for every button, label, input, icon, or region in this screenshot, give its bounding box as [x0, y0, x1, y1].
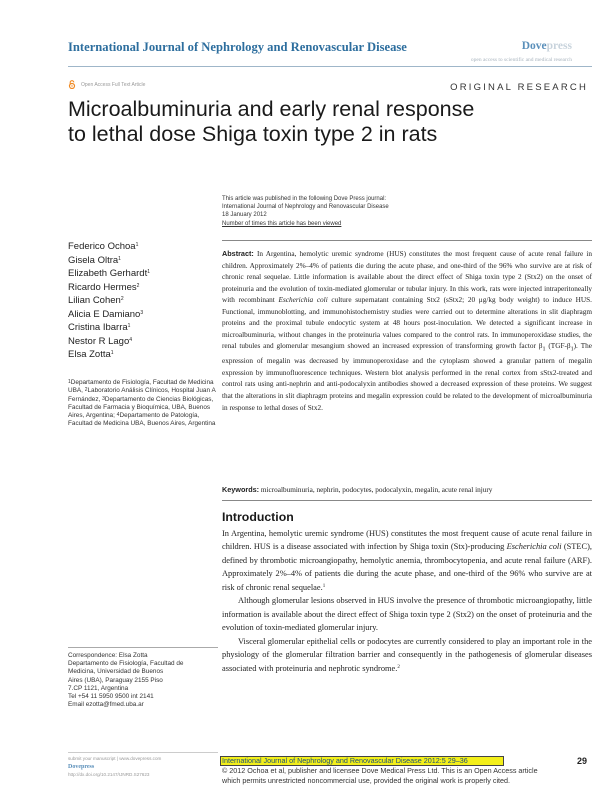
- abstract-label: Abstract:: [222, 249, 254, 258]
- author: Ricardo Hermes$^2$: [68, 281, 140, 293]
- publication-note-line: International Journal of Nephrology and Renovascular Disease: [222, 204, 389, 211]
- abstract-top-divider: [222, 240, 592, 241]
- paragraph: Although glomerular lesions observed in HUS involve the presence of thrombotic microangiopathy, little information is available about the direct effect of Shiga toxin type 2 (Stx2) on the onset of proteinuria and the evolution of toxin-mediated glomerular injury.: [222, 596, 592, 633]
- publication-note-line: This article was published in the following Dove Press journal:: [222, 196, 387, 202]
- author: Elizabeth Gerhardt$^1$: [68, 268, 150, 279]
- open-access-text: Open Access Full Text Article: [81, 81, 146, 88]
- article-title-line-2: to lethal dose Shiga toxin type 2 in rats: [68, 122, 438, 146]
- correspondence-email[interactable]: Email ezotta@fmed.uba.ar: [68, 701, 144, 709]
- publication-note-line: 18 January 2012: [222, 212, 267, 219]
- open-access-label: [68, 80, 145, 89]
- article-type: ORIGINAL RESEARCH: [450, 82, 588, 93]
- citation-link[interactable]: International Journal of Nephrology and Renovascular Disease 2012:5 29–36: [222, 756, 468, 765]
- license-text: © 2012 Ochoa et al, publisher and licensee Dove Medical Press Ltd. This is an Open Access article which permits unrestricted noncommercial use, provided the original work is properly cited.: [222, 766, 538, 785]
- paragraph: Visceral glomerular epithelial cells or podocytes are currently considered to play an important role in the physiology of the glomerular filtration barrier and consequently in the pathogenesis of glomerular diseases associated with proteinuria and nephrotic syndrome.$^2$: [222, 636, 592, 673]
- introduction-body: [222, 527, 592, 675]
- affiliations: $^1$Departamento de Fisiología, Facultad de Medicina UBA, $^2$Laboratorio Análisis Clínicos, Hospital Juan A Fernández, $^3$Departamento de Ciencias Biológicas, Facultad de Farmacia y Bioquímica, UBA, Buenos Aires, Argentina; $^4$Departamento de Patología, Facultad de Medicina UBA, Buenos Aires, Argentina: [68, 379, 216, 428]
- journal-title: International Journal of Nephrology and Renovascular Disease: [68, 40, 407, 54]
- submit-link[interactable]: submit your manuscript | www.dovepress.com: [68, 756, 162, 761]
- article-title: [68, 97, 588, 147]
- page-number: 29: [576, 756, 587, 766]
- abstract: Abstract: In Argentina, hemolytic uremic syndrome (HUS) constitutes the most frequent cause of acute renal failure in children. Approximately 2%–4% of patients die during the acute phase, and one-third of the 96% who survive are at risk of chronic renal sequelae. Little information is available about the direct effect of Shiga toxin type 2 (Stx2) on the onset of proteinuria and the evolution of toxin-mediated glomerular or tubular injury. In this work, rats were injected intraperitoneally with recombinant Escherichia coli culture supernatant containing Stx2 (sStx2; 20 μg/kg body weight) to induce HUS. Functional, immunoblotting, and immunohistochemistry studies were carried out to determine alterations in slit diaphragm proteins and the proximal tubule endocytic system at 48 hours post-inoculation. We detected a significant increase in microalbuminuria, without changes in the proteinuria values compared to the control rats. In immunoperoxidase studies, the renal tubules and glomerular mesangium showed an increased expression of transforming growth factor $\beta_1$ $(TGF-\beta_1)$. The expression of megalin was decreased by immunoperoxidase and the cytoplasm showed a granular pattern of megalin expression by immunofluorescence techniques. Western blot analysis performed in the renal cortex from sStx2-treated and control rats using anti-nephrin and anti-podocalyxin antibodies showed a decreased expression of these proteins. We suggest that the alterations in slit diaphragm proteins and megalin expression could be related to the development of microalbuminuria in response to lethal doses of Stx2.: [222, 249, 592, 412]
- author: Gisela Oltra$^1$: [68, 254, 121, 266]
- views-link[interactable]: Number of times this article has been viewed: [222, 220, 342, 227]
- publisher-tagline: open access to scientific and medical research: [470, 57, 572, 63]
- open-access-lock-icon: [68, 80, 76, 89]
- abstract-bottom-divider: [222, 500, 592, 501]
- publisher-logo-part1: Dove: [521, 40, 547, 52]
- paragraph: In Argentina, hemolytic uremic syndrome (HUS) constitutes the most frequent cause of acute renal failure in children. HUS is a disease associated with infection by Shiga toxin (Stx)-producing Escherichia coli (STEC), defined by thrombotic microangiopathy, hemolytic anemia, thrombocytopenia, and acute renal failure (ARF). Approximately 2%–4% of patients die during the acute phase, and one-third of the 96% who survive are at risk of chronic renal sequelae.$^1$: [222, 529, 592, 592]
- publisher-logo-part2: press: [546, 40, 572, 52]
- publisher-logo: [522, 40, 572, 52]
- author-list: [68, 240, 150, 362]
- author: Federico Ochoa$^1$: [68, 241, 139, 252]
- author: Cristina Ibarra$^1$: [68, 322, 131, 333]
- publication-note: [222, 195, 389, 228]
- section-heading-introduction: Introduction: [222, 510, 294, 524]
- article-title-line-1: Microalbuminuria and early renal response: [68, 97, 475, 121]
- correspondence-divider: [68, 647, 218, 648]
- author: Nestor R Lago$^4$: [68, 335, 133, 347]
- header-divider: [68, 66, 592, 67]
- doi-link[interactable]: http://dx.doi.org/10.2147/IJNRD.S27623: [68, 772, 150, 777]
- author: Alicia E Damiano$^3$: [68, 308, 144, 320]
- author: Lilian Cohen$^2$: [68, 295, 124, 306]
- footer-divider: [68, 752, 218, 753]
- footer-brand: Dovepress: [68, 764, 95, 770]
- footer-left: [68, 755, 161, 779]
- keywords-label: Keywords:: [222, 485, 260, 494]
- correspondence: Correspondence: Elsa Zotta Departamento de Fisiología, Facultad de Medicina, Universidad de Buenos Aires (UBA), Paraguay 2155 Piso 7.CP 1121, Argentina Tel +54 11 5950 9500 int 2141 Email ezotta@fmed.uba.ar: [68, 652, 218, 709]
- keywords: Keywords: microalbuminuria, nephrin, podocytes, podocalyxin, megalin, acute renal injury: [222, 485, 493, 494]
- author: Elsa Zotta$^1$: [68, 349, 114, 360]
